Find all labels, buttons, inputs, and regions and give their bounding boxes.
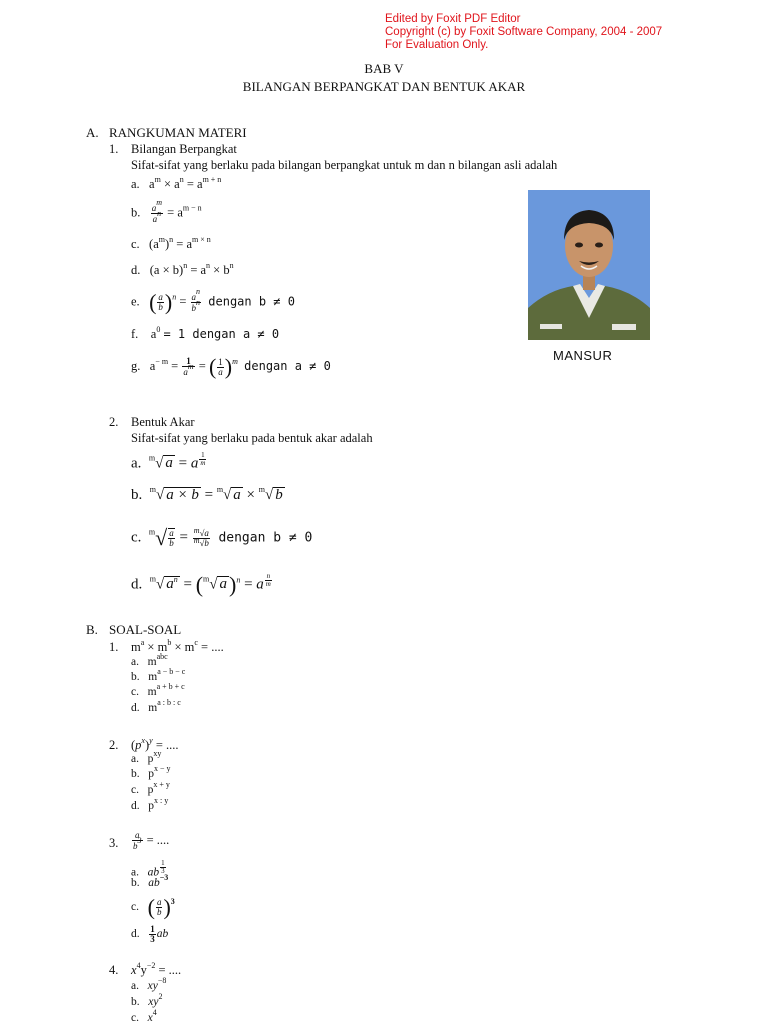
q2-option-a: a. $p^{xy}$ <box>131 749 162 765</box>
section-a-marker: A. <box>86 125 99 140</box>
portrait-illustration <box>528 190 650 340</box>
rule-a: a. $a^m \times a^n = a^{m + n}$ <box>131 175 222 191</box>
root-rule-d: d. $^m$√ $a^n = (^m√$ a)$^n$ = a $^{\frac{n}{m}}$ <box>131 571 271 597</box>
rule-e-note: dengan b ≠ 0 <box>208 294 295 309</box>
root-rule-c: c. $^m$√ $\frac{a}{b}$ = $\frac{m√a}{m√b}$ dengan b ≠ 0 <box>131 525 313 550</box>
q3-option-d: d. $\frac{1}{3}$ ab <box>131 924 169 944</box>
sub1-marker: 1. <box>109 142 119 156</box>
foxit-watermark <box>385 13 662 52</box>
sub2-intro: Sifat-sifat yang berlaku pada bentuk akar adalah <box>131 431 373 445</box>
q2-option-b: b. $p^{x - y}$ <box>131 764 171 780</box>
q3-prompt: $\frac{a}{b^3}$ = .... <box>133 830 170 851</box>
sub1-intro: Sifat-sifat yang berlaku pada bilangan berpangkat untuk m dan n bilangan asli adalah <box>131 158 558 172</box>
sub2-title: Bentuk Akar <box>131 415 195 429</box>
rule-g: g. $a^{- m}$ = $\frac{1}{a^m}$ = ( $\frac{1}{a}$ )$^m$ dengan a ≠ 0 <box>131 354 331 379</box>
q3-number: 3. <box>109 836 119 850</box>
q4-option-c: c. $x^4$ <box>131 1008 157 1024</box>
rule-b: b. $\frac{a^m}{a^n}$ = $a^{m - n}$ <box>131 198 202 224</box>
watermark-line-1: Edited by Foxit PDF Editor <box>385 13 521 25</box>
rule-f-text: = 1 dengan a ≠ 0 <box>163 327 280 341</box>
section-b-title: SOAL-SOAL <box>109 622 182 637</box>
sub1-title: Bilangan Berpangkat <box>131 142 237 156</box>
q1-option-b: b. $m^{a - b - c}$ <box>131 667 186 683</box>
section-a-title: RANGKUMAN MATERI <box>109 125 247 140</box>
author-photo <box>528 190 650 340</box>
root-rule-b: b. $^m$√ a × b = $^m$√ a × $^m$√ b <box>131 485 283 503</box>
q3-blank: = .... <box>146 832 170 847</box>
watermark-line-3: For Evaluation Only. <box>385 39 489 51</box>
q1-blank: = .... <box>201 640 224 654</box>
q2-prompt: $(p^x)^y$ = .... <box>131 736 179 752</box>
rule-e: e. ( $\frac{a}{b}$ )$^n$ = $\frac{a^n}{b^n}$ dengan b ≠ 0 <box>131 287 295 315</box>
q2-blank: = .... <box>155 738 179 752</box>
q1-option-a: a. $m^{abc}$ <box>131 652 168 668</box>
sub2-marker: 2. <box>109 415 119 429</box>
root-rule-c-note: dengan b ≠ 0 <box>218 530 313 546</box>
q1-option-c: c. $m^{a + b + c}$ <box>131 682 185 698</box>
rule-d: d. $(a \times b)^n = a^n \times b^n$ <box>131 261 234 277</box>
q4-number: 4. <box>109 963 119 977</box>
watermark-line-2: Copyright (c) by Foxit Software Company, 2004 - 2007 <box>385 26 663 38</box>
q3-option-c: c. ( $\frac{a}{b}$ )$^3$ <box>131 894 175 920</box>
chapter-title: BILANGAN BERPANGKAT DAN BENTUK AKAR <box>242 79 526 94</box>
q1-number: 1. <box>109 640 119 654</box>
rule-f: f. $a^0 = 1$ dengan a ≠ 0 <box>131 325 280 341</box>
rule-g-note: dengan a ≠ 0 <box>244 358 331 373</box>
q3-option-a: a. ab $^{\frac{1}{3}}$ <box>131 859 165 879</box>
chapter-label: BAB V <box>364 61 404 76</box>
q4-option-b: b. $xy^2$ <box>131 992 163 1008</box>
q1-prompt: $m^a \times m^b \times m^c$ = .... <box>131 638 224 654</box>
root-rule-a: a. $^m$√ a = a $^{\frac{1}{m}}$ <box>131 451 206 472</box>
q4-option-a: a. $xy^{-8}$ <box>131 976 167 992</box>
rule-c: c. $(a^m)^n = a^{m \times n}$ <box>131 235 211 251</box>
q4-prompt: $x^4y^{-2}$ = .... <box>131 961 182 977</box>
section-b-marker: B. <box>86 622 98 637</box>
photo-caption: MANSUR <box>553 348 613 363</box>
q1-option-d: d. $m^{a : b : c}$ <box>131 698 181 714</box>
q4-blank: = .... <box>158 963 182 977</box>
q2-number: 2. <box>109 738 119 752</box>
q2-option-c: c. $p^{x + y}$ <box>131 780 170 796</box>
q2-option-d: d. $p^{x : y}$ <box>131 796 169 812</box>
q3-option-b: b. $ab^{-3}$ <box>131 873 169 889</box>
